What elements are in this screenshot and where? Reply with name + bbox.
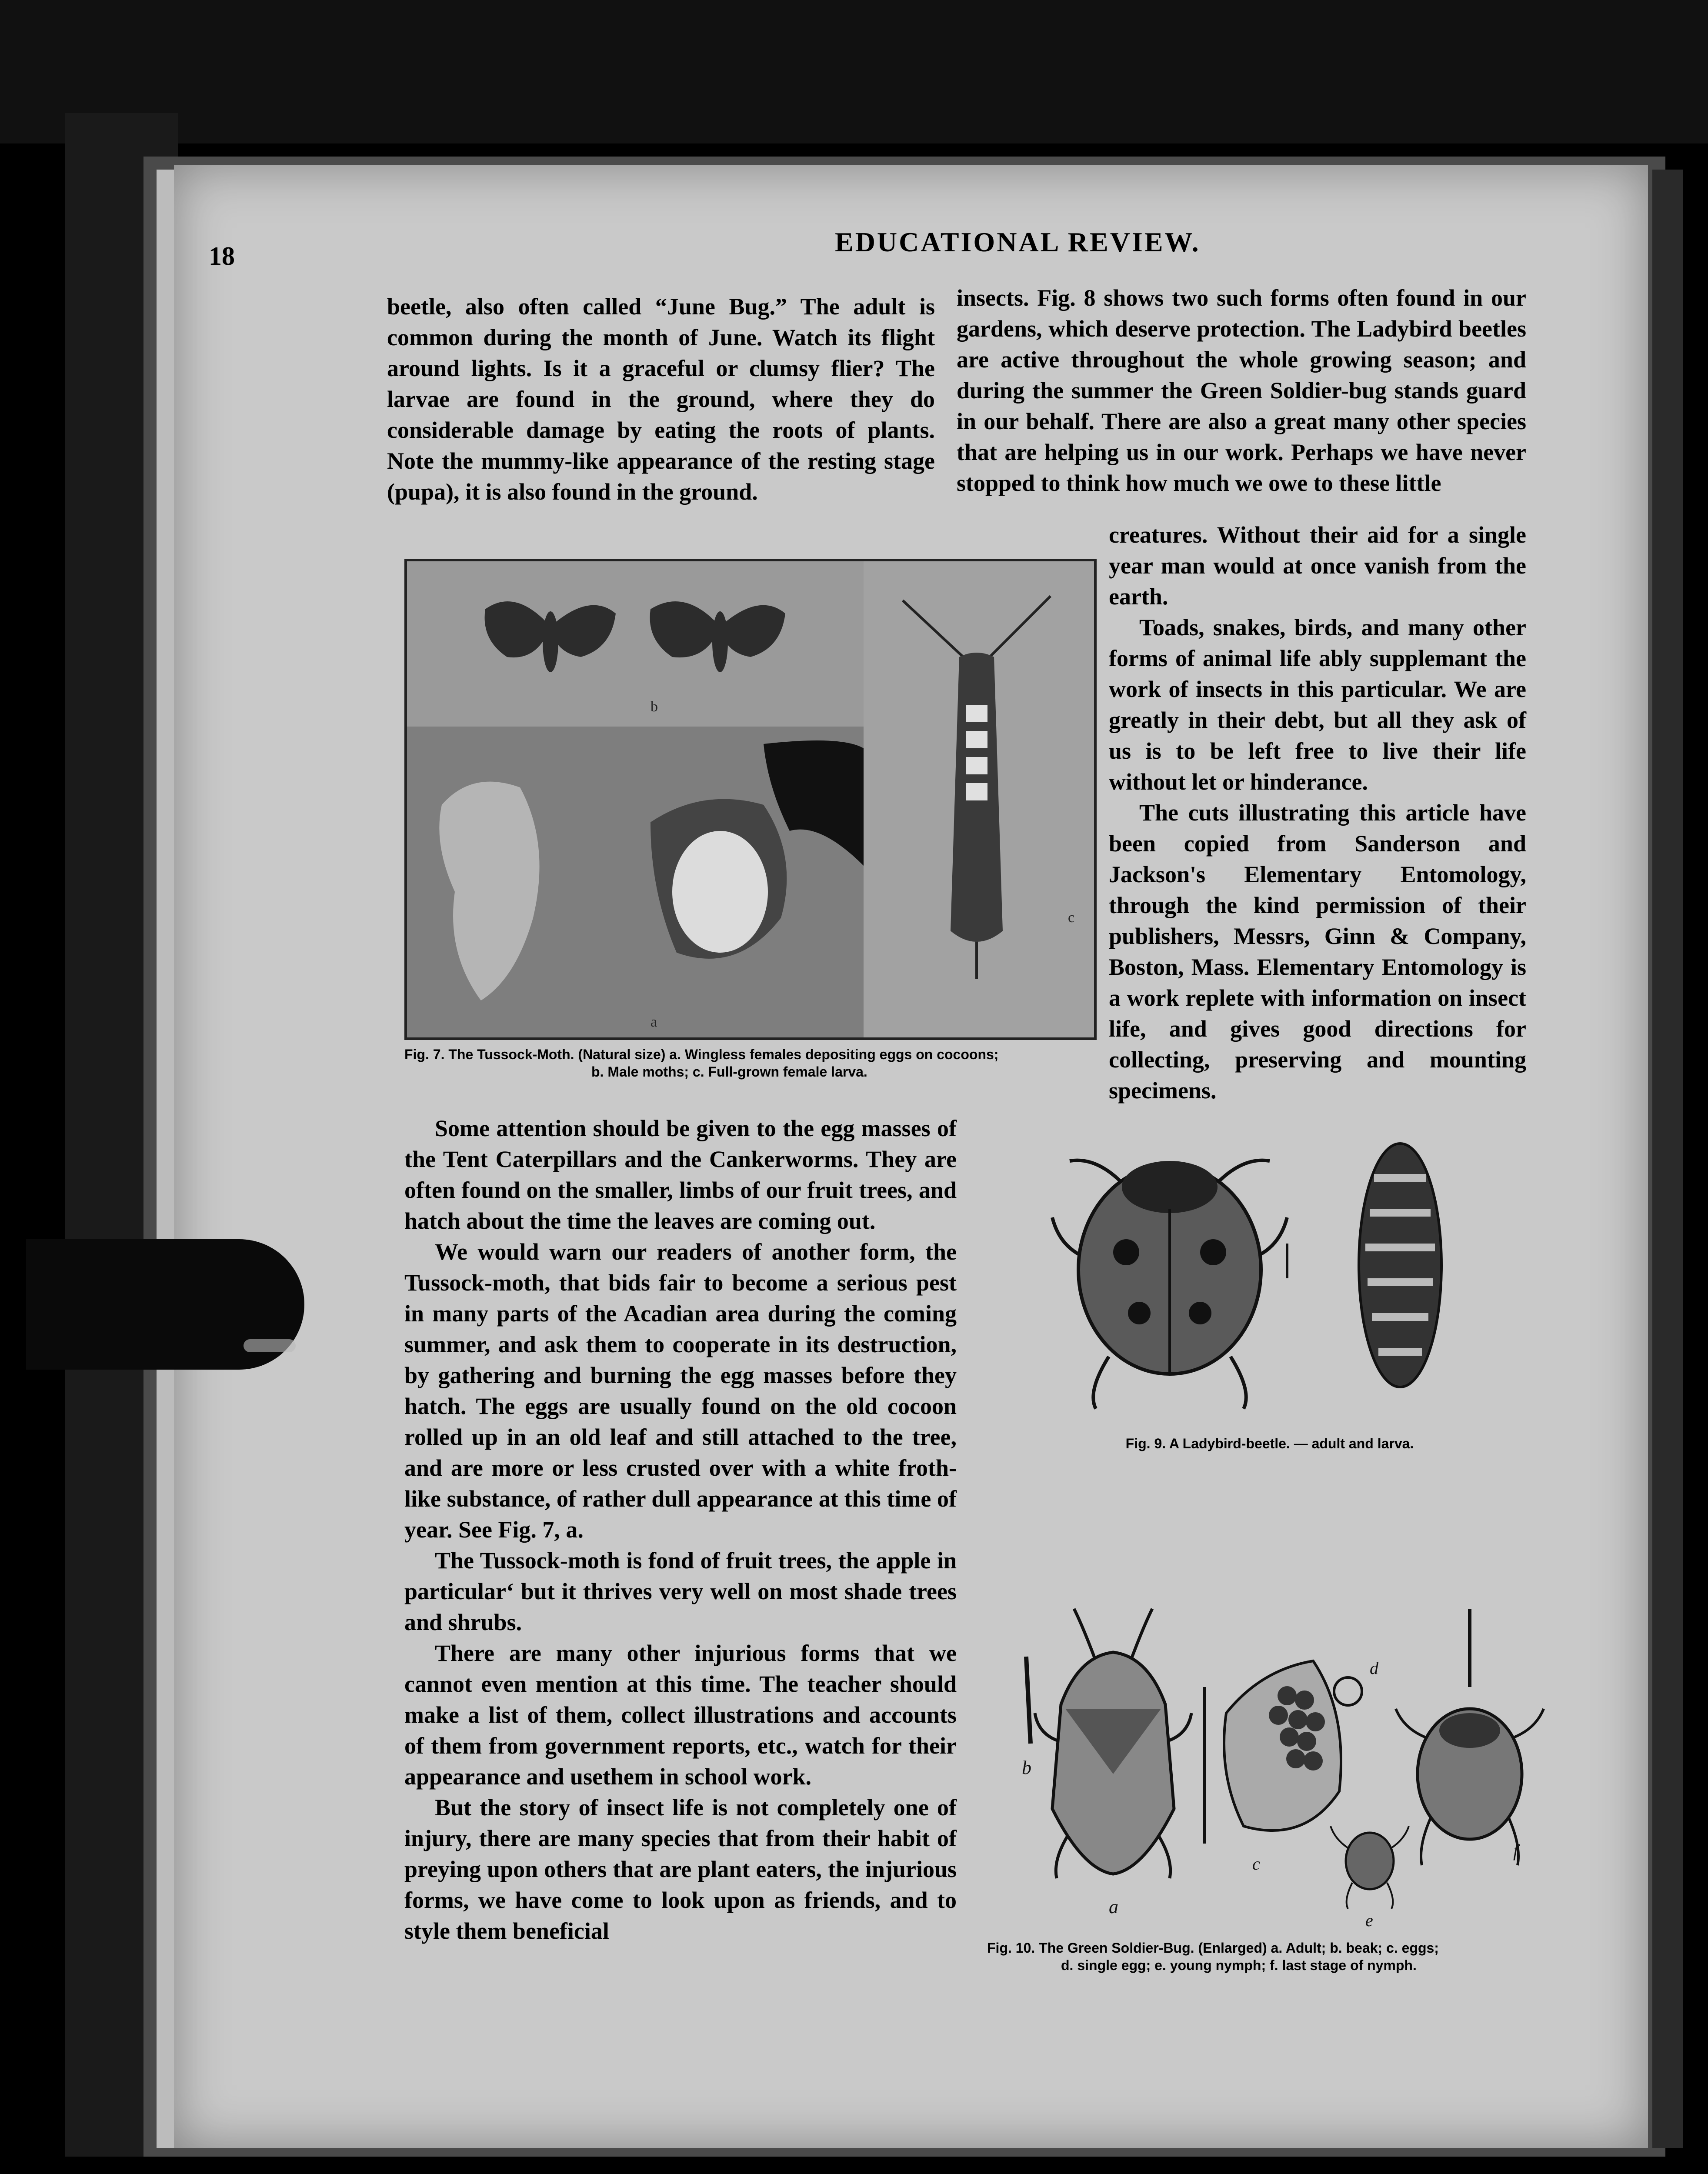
label-f: f (1513, 1841, 1518, 1861)
single-egg-icon (1334, 1677, 1362, 1705)
page-edge-left (157, 170, 174, 2148)
figure-10-green-soldier-bug (1000, 1600, 1565, 1931)
paragraph: creatures. Without their aid for a single year man would at once vanish from the earth. (1109, 522, 1526, 610)
label-c: c (1252, 1854, 1260, 1874)
nymph-large-icon (1396, 1609, 1544, 1865)
label-a: a (651, 1014, 657, 1030)
nymph-small-icon (1331, 1826, 1409, 1909)
beak-icon (1026, 1657, 1031, 1744)
thumb-glint (244, 1339, 296, 1352)
column2-wrap-text (1109, 520, 1526, 1106)
paragraph: But the story of insect life is not completely one of injury, there are many species that from their habit of preying upon others that are plant eaters, the injurious forms, we have come to look upon as friends, and to style them beneficial (404, 1794, 957, 1944)
caption-line: b. Male moths; c. Full-grown female larva. (591, 1064, 867, 1080)
panel-b (407, 561, 864, 727)
column1-bottom-text (404, 1113, 957, 1947)
column2-top-text (957, 283, 1526, 499)
figure-7-caption (404, 1046, 1109, 1080)
paragraph: We would warn our readers of another form, the Tussock-moth, that bids fair to become a serious pest in many parts of the Acadian area during the coming summer, and ask them to cooperate in its destruction, by gathering and burning the egg masses before they hatch. The eggs are usually found on the old cocoon rolled up in an old leaf and still attached to the tree, and are more or less crusted over with a white froth-like substance, of rather dull appearance at this time of year. See Fig. 7, a. (404, 1239, 957, 1543)
page-edge-right (1652, 170, 1683, 2148)
figure-9-ladybird-beetle (1044, 1122, 1478, 1417)
running-head: EDUCATIONAL REVIEW. (835, 227, 1201, 257)
label-b: b (651, 699, 658, 715)
paragraph: The Tussock-moth is fond of fruit trees, the apple in particular‘ but it thrives very well on most shade trees and shrubs. (404, 1547, 957, 1635)
ladybird-larva-icon (1359, 1144, 1441, 1387)
figure-10-caption (987, 1939, 1561, 1974)
paragraph: There are many other injurious forms that we cannot even mention at this time. The teacher should make a list of them, collect illustrations and accounts of them from government reports, etc., watch for their appearance and usethem in school work. (404, 1640, 957, 1790)
ladybird-illustration (1044, 1122, 1478, 1417)
figure-7-tussock-moth (404, 559, 1097, 1040)
label-a: a (1109, 1896, 1118, 1917)
film-border-top (0, 0, 1708, 143)
page-number: 18 (209, 242, 235, 270)
column1-top-text (387, 291, 935, 507)
label-d: d (1370, 1658, 1378, 1678)
paragraph: insects. Fig. 8 shows two such forms often found in our gardens, which deserve protection. The Ladybird beetles are active throughout the whole growing season; and during the summer the Green Soldier-bug stands guard in our behalf. There are also a great many other species that are helping us in our work. Perhaps we have never stopped to think how much we owe to these little (957, 285, 1526, 496)
paragraph: Some attention should be given to the egg masses of the Tent Caterpillars and the Cankerworms. They are often found on the smaller, limbs of our fruit trees, and hatch about the time the leaves are coming out. (404, 1115, 957, 1234)
egg-mass (672, 831, 768, 953)
leaf-icon (1224, 1661, 1341, 1831)
caption-line: Fig. 7. The Tussock-Moth. (Natural size) a. Wingless females depositing eggs on cocoons; (404, 1047, 999, 1062)
paragraph: beetle, also often called “June Bug.” The adult is common during the month of June. Watch its flight around lights. Is it a graceful or clumsy flier? The larvae are found in the ground, where they do considerable damage by eating the roots of plants. Note the mummy-like appearance of the resting stage (pupa), it is also found in the ground. (387, 293, 935, 505)
caption-line: d. single egg; e. young nymph; f. last stage of nymph. (1061, 1957, 1417, 1973)
label-b: b (1022, 1757, 1031, 1778)
paragraph: The cuts illustrating this article have been copied from Sanderson and Jackson's Elementary Entomology, through the kind permission of their publishers, Messrs, Ginn & Company, Boston, Mass. Elementary Entomology is a work replete with information on insect life, and gives good directions for collecting, preserving and mounting specimens. (1109, 800, 1526, 1104)
caption-line: Fig. 10. The Green Soldier-Bug. (Enlarged) a. Adult; b. beak; c. eggs; (987, 1940, 1439, 1956)
paragraph: Toads, snakes, birds, and many other forms of animal life ably supplemant the work of insects in this particular. We are greatly in their debt, but all they ask of us is to be left free to live their life without let or hinderance. (1109, 614, 1526, 795)
soldier-bug-illustration (1000, 1600, 1565, 1931)
label-e: e (1365, 1911, 1373, 1930)
beetle-pronotum (1122, 1161, 1218, 1213)
tussock-moth-illustration (407, 561, 1094, 1037)
figure-9-caption: Fig. 9. A Ladybird-beetle. — adult and larva. (1125, 1436, 1414, 1451)
label-c: c (1068, 910, 1075, 926)
